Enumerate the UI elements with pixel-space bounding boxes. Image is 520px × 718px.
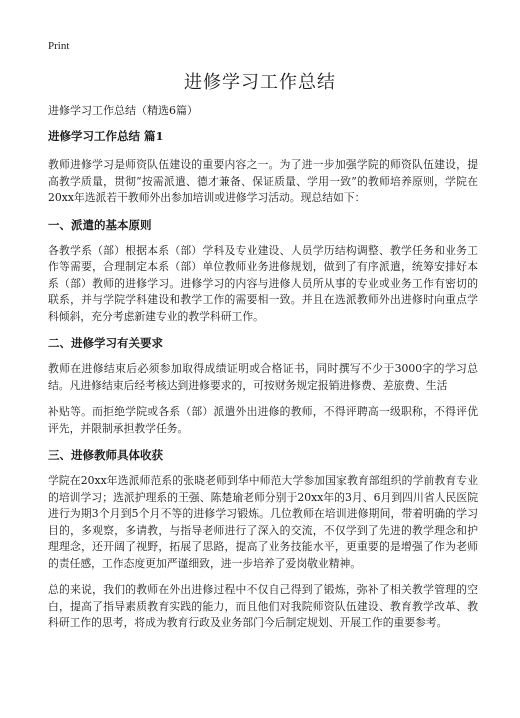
conclusion-paragraph: 总的来说，我们的教师在外出进修过程中不仅自己得到了锻炼，弥补了相关教学管理的空白，提高了指导素质教育实践的能力，而且他们对我院师资队伍建设、教育教学改革、教科研工作的思考，将成为教育行政及业务部门今后制定规划、开展工作的重要参考。 [48,583,478,629]
intro-paragraph: 教师进修学习是师资队伍建设的重要内容之一。为了进一步加强学院的师资队伍建设，提高教学质量，贯彻“按需派遣、德才兼备、保证质量、学用一致”的教师培养原则，学院在20xx年选派若干教师外出参加培训或进修学习活动。现总结如下： [48,158,478,204]
article-heading: 进修学习工作总结 篇1 [48,129,164,143]
print-link[interactable]: Print [48,40,70,52]
article-content [48,128,478,642]
page-title: 进修学习工作总结 [184,72,336,93]
section-2-paragraph-b: 补贴等。而拒绝学院或各系（部）派遣外出进修的教师，不得评聘高一级职称，不得评优评先，并限制承担教学任务。 [48,405,478,435]
section-1-title: 一、派遣的基本原则 [48,217,152,232]
section-1-paragraph: 各教学系（部）根据本系（部）学科及专业建设、人员学历结构调整、教学任务和业务工作等需要，合理制定本系（部）单位教师业务进修规划，做到了有序派遣，统筹安排好本系（部）教师的进修学习。进修学习的内容与进修人员所从事的专业或业务工作有密切的联系，并与学院学科建设和教学工作的需要相一致。并且在选派教师外出进修时向重点学科倾斜，充分考虑新建专业的教学科研工作。 [48,243,478,323]
section-3-title: 三、进修教师具体收获 [48,448,163,462]
section-2-paragraph-a: 教师在进修结束后必须参加取得成绩证明或合格证书，同时撰写不少于3000字的学习总结。凡进修结束后经考核达到进修要求的，可按财务规定报销进修费、差旅费、生活 [48,362,478,392]
document-subtitle: 进修学习工作总结（精选6篇） [48,104,198,117]
section-2-title: 二、进修学习有关要求 [48,336,163,350]
section-3-paragraph: 学院在20xx年选派师范系的张晓老师到华中师范大学参加国家教育部组织的学前教育专业的培训学习；选派护理系的王强、陈楚瑜老师分别于20xx年的3月、6月到四川省人民医院进行为期3个月到5个月不等的进修学习锻炼。几位教师在培训进修期间，带着明确的学习目的，多观察，多请教，与指导老师进行了深入的交流，不仅学到了先进的教学理念和护理理念，还开阔了视野，拓展了思路，提高了业务技能水平，更重要的是增强了作为老师的责任感，工作态度更加严谨细致，进一步培养了爱岗敬业精神。 [48,474,478,570]
